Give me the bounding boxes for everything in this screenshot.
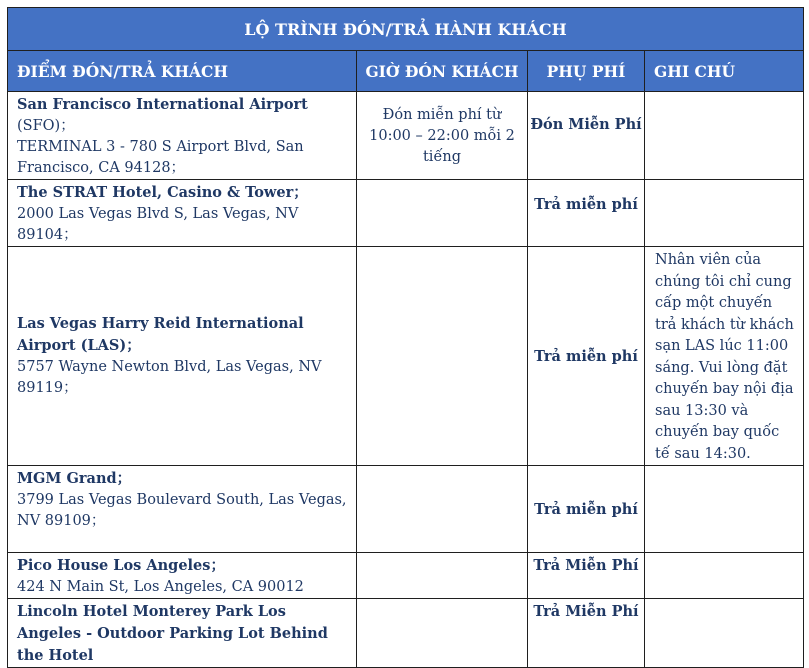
time-cell xyxy=(357,553,528,599)
location-cell xyxy=(8,466,357,553)
note-cell: Nhân viên của chúng tôi chỉ cung cấp một chuyến trả khách từ khách sạn LAS lúc 11:00 sáng. Vui lòng đặt chuyến bay nội địa sau 13:30 và chuyến bay quốc tế sau 14:30. xyxy=(645,247,804,466)
location-name-suffix: (SFO)； xyxy=(17,118,75,134)
note-cell xyxy=(645,599,804,668)
header-location: ĐIỂM ĐÓN/TRẢ KHÁCH xyxy=(8,51,357,92)
fee-cell: Trả Miễn Phí xyxy=(528,553,645,599)
location-cell xyxy=(8,553,357,599)
note-cell xyxy=(645,466,804,553)
location-address: 2000 Las Vegas Blvd S, Las Vegas, NV 89104； xyxy=(17,206,299,243)
location-name: San Francisco International Airport xyxy=(17,96,308,113)
location-cell xyxy=(8,92,357,180)
table-row xyxy=(8,180,804,247)
note-cell xyxy=(645,553,804,599)
fee-cell: Trả miễn phí xyxy=(528,180,645,247)
table-title: LỘ TRÌNH ĐÓN/TRẢ HÀNH KHÁCH xyxy=(8,8,804,51)
location-cell xyxy=(8,599,357,668)
table-row xyxy=(8,599,804,668)
note-cell xyxy=(645,92,804,180)
fee-cell: Trả miễn phí xyxy=(528,247,645,466)
header-row xyxy=(8,51,804,92)
table-row xyxy=(8,92,804,180)
time-cell xyxy=(357,180,528,247)
table-row xyxy=(8,247,804,466)
header-note: GHI CHÚ xyxy=(645,51,804,92)
time-cell xyxy=(357,247,528,466)
location-name: MGM Grand； xyxy=(17,470,132,487)
fee-cell: Trả miễn phí xyxy=(528,466,645,553)
table-row xyxy=(8,466,804,553)
location-address: 3799 Las Vegas Boulevard South, Las Vegas, NV 89109； xyxy=(17,492,347,529)
time-cell xyxy=(357,599,528,668)
header-time: GIỜ ĐÓN KHÁCH xyxy=(357,51,528,92)
table-row xyxy=(8,553,804,599)
fee-cell: Đón Miễn Phí xyxy=(528,92,645,180)
location-address: 424 N Main St, Los Angeles, CA 90012 xyxy=(17,579,304,595)
location-address: TERMINAL 3 - 780 S Airport Blvd, San Francisco, CA 94128； xyxy=(17,139,304,176)
location-name: The STRAT Hotel, Casino & Tower； xyxy=(17,184,308,201)
location-name: Pico House Los Angeles； xyxy=(17,557,225,574)
location-address: 5757 Wayne Newton Blvd, Las Vegas, NV 89119； xyxy=(17,359,322,396)
time-cell: Đón miễn phí từ 10:00 – 22:00 mỗi 2 tiếng xyxy=(357,92,528,180)
header-fee: PHỤ PHÍ xyxy=(528,51,645,92)
location-name: Las Vegas Harry Reid International Airport (LAS)； xyxy=(17,315,304,354)
location-cell xyxy=(8,247,357,466)
location-cell xyxy=(8,180,357,247)
fee-cell: Trả Miễn Phí xyxy=(528,599,645,668)
route-table xyxy=(7,7,804,668)
time-cell xyxy=(357,466,528,553)
location-name: Lincoln Hotel Monterey Park Los Angeles - Outdoor Parking Lot Behind the Hotel xyxy=(17,603,328,664)
note-cell xyxy=(645,180,804,247)
